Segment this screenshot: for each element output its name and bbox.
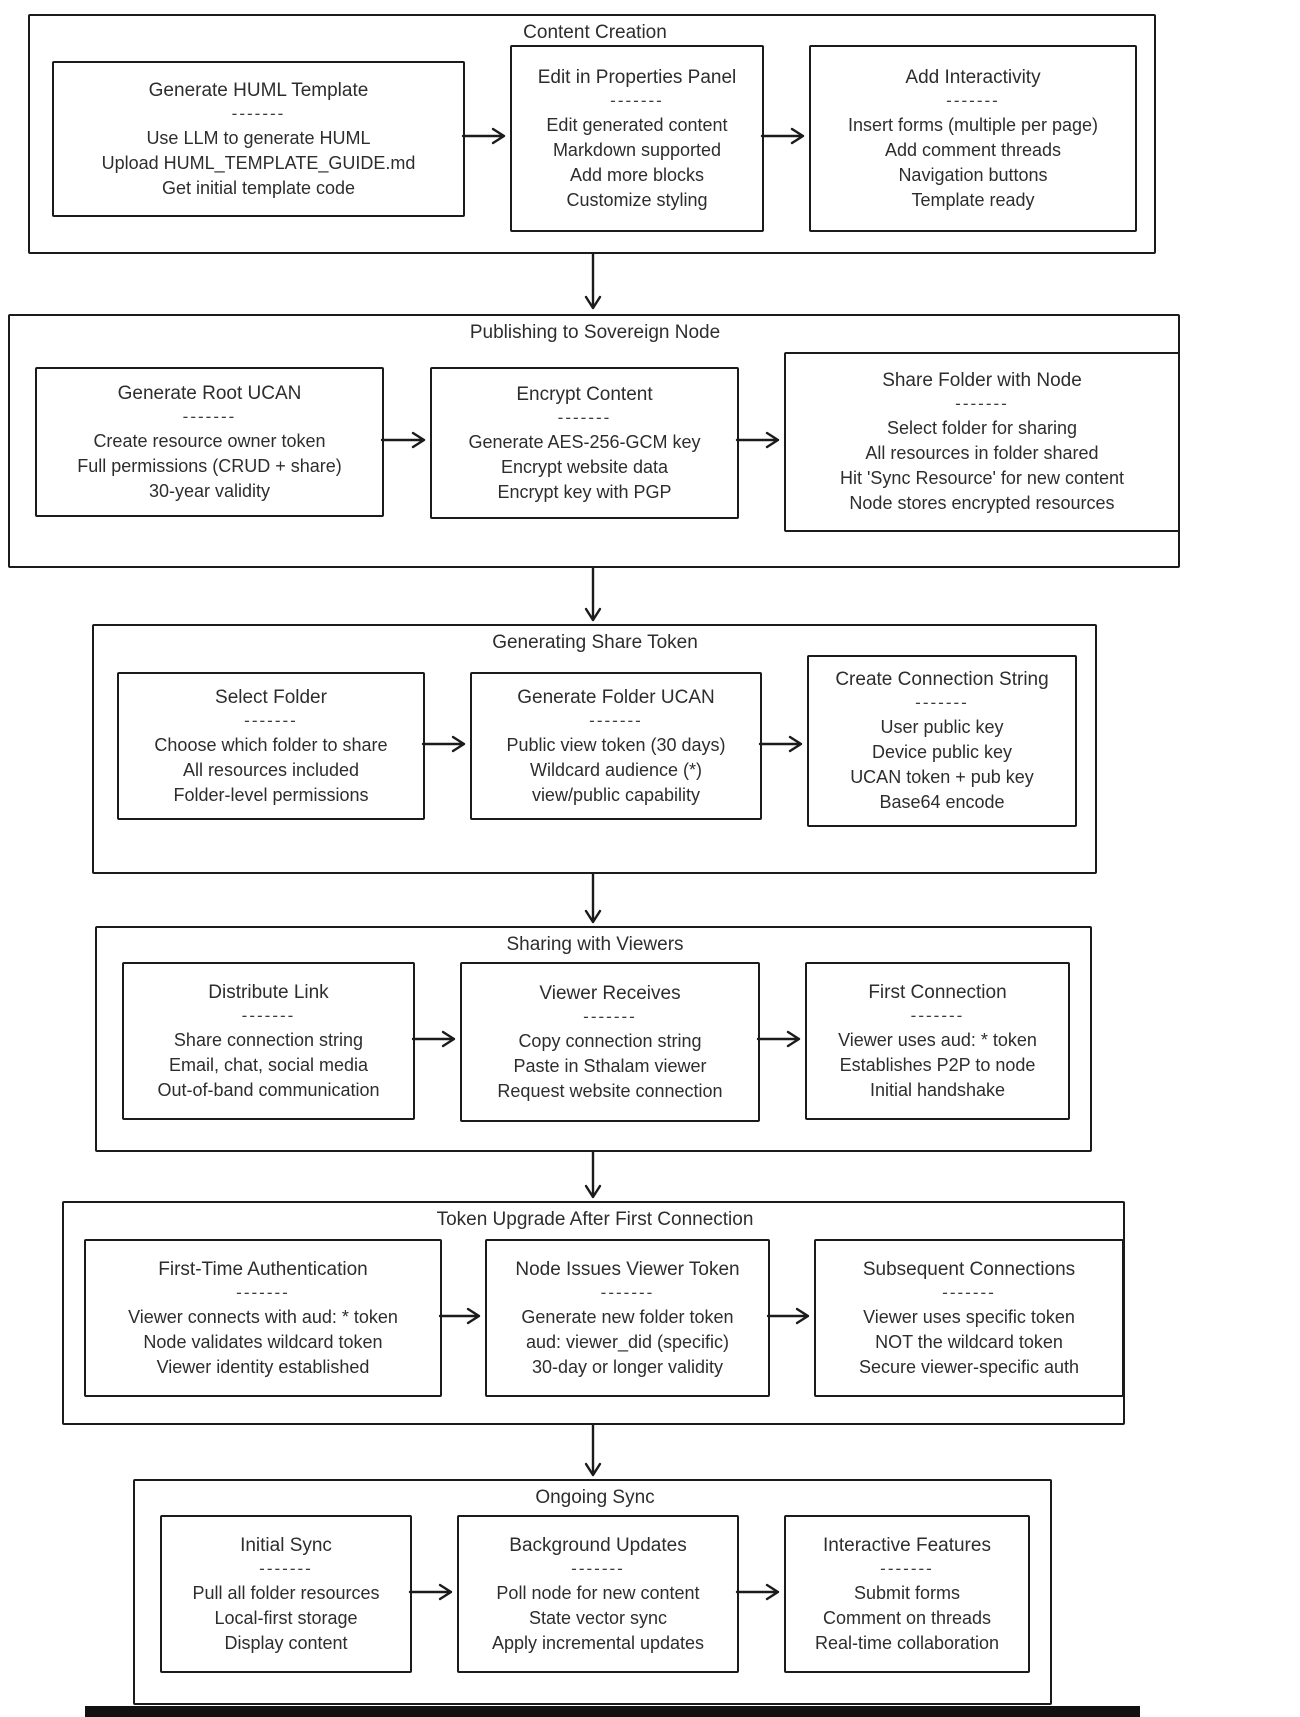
- step-line: Local-first storage: [214, 1607, 358, 1628]
- step-title: Add Interactivity: [905, 66, 1041, 88]
- divider: -------: [236, 1282, 290, 1302]
- step-line: Generate new folder token: [521, 1306, 734, 1327]
- step-line: Encrypt website data: [500, 456, 669, 477]
- step-line: Paste in Sthalam viewer: [513, 1055, 707, 1076]
- step-lines: [838, 1028, 1037, 1103]
- step-line: All resources in folder shared: [865, 443, 1099, 463]
- step-line: 30-day or longer validity: [531, 1356, 724, 1377]
- step-lines: [521, 1305, 733, 1380]
- step-line: State vector sync: [528, 1607, 668, 1628]
- step-title: Encrypt Content: [516, 383, 653, 405]
- right-arrow: [737, 1583, 780, 1601]
- step-line: Markdown supported: [552, 139, 722, 160]
- step-line: Out-of-band communication: [157, 1079, 380, 1100]
- divider: -------: [182, 406, 237, 426]
- step-line: view/public capability: [531, 784, 701, 805]
- right-arrow: [410, 1583, 453, 1601]
- step-box: [470, 672, 762, 820]
- divider: -------: [610, 90, 664, 110]
- step-box: [52, 61, 465, 217]
- step-lines: [840, 416, 1124, 516]
- step-line: Viewer connects with aud: * token: [128, 1306, 398, 1327]
- step-box: [784, 352, 1180, 532]
- step-title: Background Updates: [509, 1534, 687, 1556]
- step-line: Encrypt key with PGP: [497, 481, 672, 502]
- step-title: First Connection: [868, 981, 1007, 1003]
- step-line: Customize styling: [566, 189, 708, 210]
- section-1: [8, 314, 1180, 568]
- section-3: [95, 926, 1092, 1152]
- step-box: [430, 367, 739, 519]
- divider: -------: [600, 1282, 655, 1302]
- divider: -------: [244, 710, 298, 730]
- divider: -------: [259, 1558, 313, 1578]
- step-line: Real-time collaboration: [814, 1632, 1000, 1653]
- step-title: Generate HUML Template: [148, 79, 369, 101]
- step-title: Initial Sync: [240, 1534, 332, 1556]
- section-title: Ongoing Sync: [529, 1486, 660, 1510]
- step-lines: [128, 1305, 398, 1380]
- step-line: Upload HUML_TEMPLATE_GUIDE.md: [101, 152, 416, 173]
- step-line: Initial handshake: [869, 1079, 1006, 1100]
- step-line: Viewer uses specific token: [863, 1306, 1075, 1327]
- step-lines: [192, 1581, 379, 1656]
- step-line: Share connection string: [173, 1029, 364, 1050]
- step-line: Establishes P2P to node: [839, 1054, 1036, 1075]
- step-line: UCAN token + pub key: [850, 767, 1034, 787]
- step-line: 30-year validity: [148, 480, 271, 501]
- right-arrow: [758, 1030, 801, 1048]
- section-title: Token Upgrade After First Connection: [431, 1208, 760, 1232]
- step-line: Add comment threads: [884, 139, 1062, 160]
- step-lines: [157, 1028, 379, 1103]
- divider: -------: [880, 1558, 934, 1578]
- step-box: [510, 45, 764, 232]
- step-title: Node Issues Viewer Token: [515, 1258, 740, 1280]
- step-title: Select Folder: [215, 686, 327, 708]
- right-arrow: [413, 1030, 456, 1048]
- section-title: Content Creation: [517, 21, 673, 45]
- divider: -------: [571, 1558, 625, 1578]
- step-lines: [154, 733, 387, 808]
- step-line: Use LLM to generate HUML: [146, 127, 371, 148]
- step-line: Copy connection string: [518, 1030, 702, 1051]
- step-line: Create resource owner token: [93, 430, 326, 451]
- step-line: Viewer identity established: [156, 1356, 370, 1377]
- step-line: Full permissions (CRUD + share): [77, 455, 342, 476]
- down-arrow: [584, 874, 602, 924]
- right-arrow: [463, 127, 506, 145]
- step-title: First-Time Authentication: [158, 1258, 368, 1280]
- section-5: [133, 1479, 1052, 1705]
- divider: -------: [910, 1005, 965, 1025]
- step-line: Pull all folder resources: [192, 1582, 380, 1603]
- step-title: Interactive Features: [823, 1534, 991, 1556]
- right-arrow: [760, 735, 803, 753]
- step-lines: [468, 430, 700, 505]
- step-line: Wildcard audience (*): [529, 759, 703, 780]
- step-line: All resources included: [182, 759, 360, 780]
- step-line: Public view token (30 days): [506, 734, 726, 755]
- step-line: Viewer uses aud: * token: [838, 1029, 1037, 1050]
- step-line: Secure viewer-specific auth: [858, 1356, 1080, 1377]
- step-line: Navigation buttons: [898, 164, 1048, 185]
- right-arrow: [382, 431, 426, 449]
- right-arrow: [440, 1307, 481, 1325]
- step-line: Choose which folder to share: [154, 734, 388, 755]
- divider: -------: [589, 710, 643, 730]
- step-lines: [77, 429, 342, 504]
- step-box: [457, 1515, 739, 1673]
- step-title: Generate Folder UCAN: [517, 686, 715, 708]
- divider: -------: [915, 693, 969, 712]
- down-arrow: [584, 568, 602, 622]
- section-4: [62, 1201, 1125, 1425]
- step-line: Node validates wildcard token: [143, 1331, 383, 1352]
- divider: -------: [946, 90, 1000, 110]
- step-lines: [506, 733, 725, 808]
- step-lines: [497, 1029, 722, 1104]
- step-box: [35, 367, 384, 517]
- step-line: NOT the wildcard token: [875, 1331, 1063, 1352]
- step-line: Template ready: [911, 189, 1035, 210]
- divider: -------: [231, 103, 286, 123]
- right-arrow: [737, 431, 780, 449]
- step-title: Generate Root UCAN: [117, 382, 302, 404]
- step-line: Folder-level permissions: [173, 784, 369, 805]
- right-arrow: [768, 1307, 810, 1325]
- step-line: Select folder for sharing: [886, 418, 1078, 438]
- section-title: Publishing to Sovereign Node: [464, 321, 726, 345]
- step-line: Edit generated content: [546, 114, 728, 135]
- step-line: Request website connection: [497, 1080, 723, 1101]
- step-title: Distribute Link: [208, 981, 329, 1003]
- step-box: [814, 1239, 1124, 1397]
- step-line: Base64 encode: [879, 792, 1005, 812]
- right-arrow: [762, 127, 805, 145]
- cropped-section-edge: [85, 1706, 1140, 1717]
- step-line: Node stores encrypted resources: [849, 493, 1115, 513]
- step-box: [807, 655, 1077, 827]
- step-lines: [815, 1581, 999, 1656]
- step-box: [784, 1515, 1030, 1673]
- step-line: Insert forms (multiple per page): [847, 114, 1099, 135]
- step-box: [160, 1515, 412, 1673]
- step-title: Viewer Receives: [539, 982, 681, 1004]
- step-lines: [859, 1305, 1079, 1380]
- down-arrow: [584, 1152, 602, 1199]
- step-box: [809, 45, 1137, 232]
- step-box: [805, 962, 1070, 1120]
- step-line: Generate AES-256-GCM key: [468, 431, 701, 452]
- step-line: Poll node for new content: [496, 1582, 700, 1603]
- step-line: Device public key: [871, 742, 1013, 762]
- divider: -------: [241, 1005, 296, 1025]
- step-lines: [546, 113, 727, 213]
- step-title: Share Folder with Node: [882, 370, 1082, 391]
- step-title: Edit in Properties Panel: [537, 66, 737, 88]
- down-arrow: [584, 254, 602, 310]
- step-box: [117, 672, 425, 820]
- section-2: [92, 624, 1097, 874]
- divider: -------: [942, 1282, 996, 1302]
- step-lines: [850, 715, 1034, 815]
- step-line: aud: viewer_did (specific): [525, 1331, 730, 1352]
- step-line: Comment on threads: [822, 1607, 992, 1628]
- step-line: Hit 'Sync Resource' for new content: [839, 468, 1124, 488]
- section-0: [28, 14, 1156, 254]
- step-lines: [492, 1581, 704, 1656]
- divider: -------: [583, 1006, 637, 1026]
- step-box: [84, 1239, 442, 1397]
- down-arrow: [584, 1425, 602, 1477]
- step-line: Get initial template code: [161, 177, 356, 198]
- step-title: Subsequent Connections: [862, 1258, 1076, 1280]
- step-line: Email, chat, social media: [168, 1054, 369, 1075]
- step-line: Display content: [224, 1632, 348, 1653]
- divider: -------: [955, 394, 1009, 413]
- step-box: [485, 1239, 770, 1397]
- divider: -------: [557, 407, 612, 427]
- step-lines: [848, 113, 1098, 213]
- step-line: Submit forms: [853, 1582, 961, 1603]
- step-box: [460, 962, 760, 1122]
- step-title: Create Connection String: [835, 669, 1049, 690]
- section-title: Sharing with Viewers: [500, 933, 689, 957]
- step-line: User public key: [880, 717, 1004, 737]
- section-title: Generating Share Token: [486, 631, 704, 655]
- step-line: Add more blocks: [569, 164, 705, 185]
- step-lines: [102, 126, 416, 201]
- right-arrow: [423, 735, 466, 753]
- step-box: [122, 962, 415, 1120]
- step-line: Apply incremental updates: [491, 1632, 705, 1653]
